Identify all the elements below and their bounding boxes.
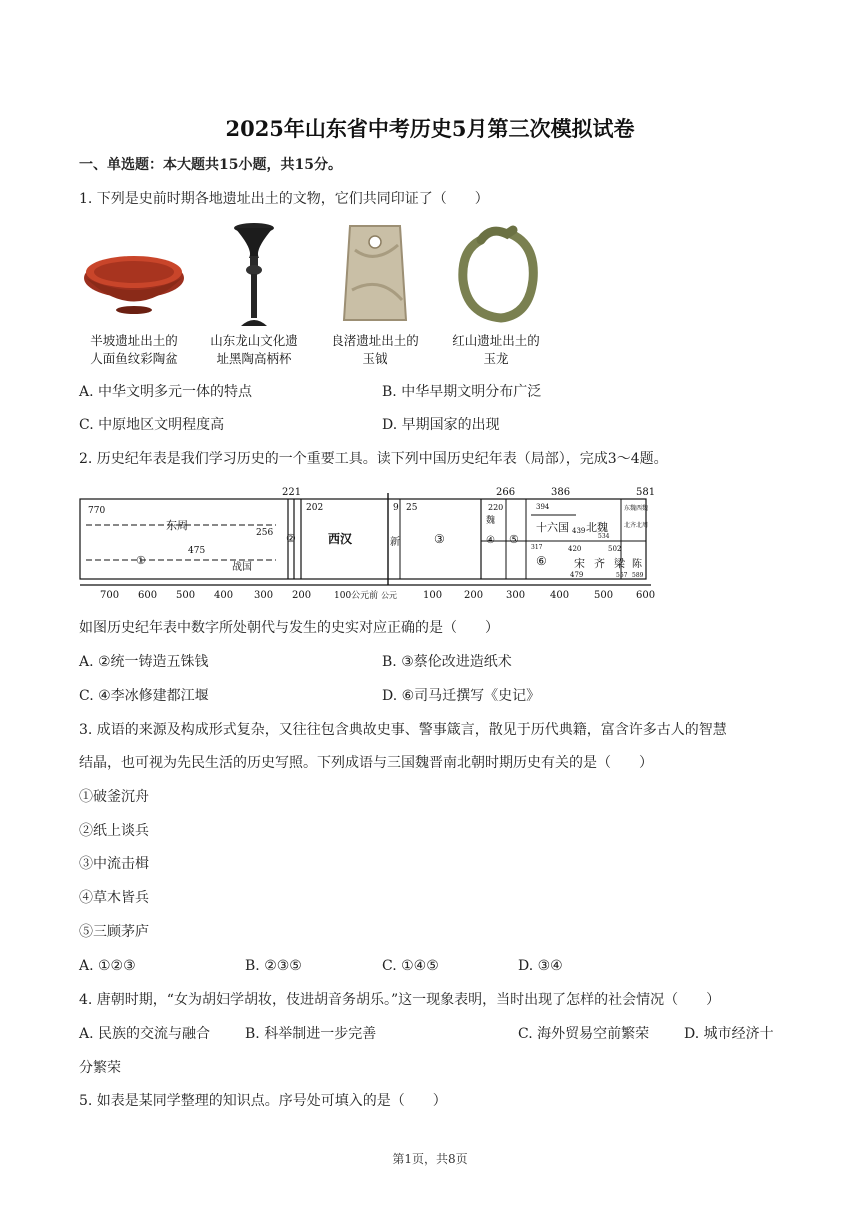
q2-option-d[interactable]: D. ⑥司马迁撰写《史记》: [382, 688, 541, 704]
timeline-axis-tick: 公元: [381, 591, 397, 600]
timeline-year: 386: [551, 487, 571, 498]
timeline-axis-tick: 300: [506, 590, 526, 601]
q1-option-c[interactable]: C. 中原地区文明程度高: [79, 417, 225, 433]
q5-stem: 5. 如表是某同学整理的知识点。序号处可填入的是（ ）: [79, 1093, 447, 1109]
q4-option-a[interactable]: A. 民族的交流与融合: [79, 1026, 211, 1042]
jade-dragon-icon: [441, 220, 551, 330]
q4-option-d-continued: 分繁荣: [79, 1060, 121, 1076]
timeline-label: 西汉: [328, 532, 353, 546]
timeline-label: 陈: [632, 559, 642, 570]
timeline-label: 北齐北周: [624, 522, 649, 529]
artifact-jade-axe: [320, 220, 430, 370]
timeline-year: 266: [496, 487, 516, 498]
timeline-axis-tick: 400: [550, 590, 570, 601]
q3-option-b[interactable]: B. ②③⑤: [245, 958, 302, 974]
timeline-label: ⑥: [536, 554, 547, 568]
timeline-label: 256: [256, 528, 274, 538]
timeline-axis-tick: 100: [423, 590, 443, 601]
q2-option-a[interactable]: A. ②统一铸造五铢钱: [79, 654, 209, 670]
timeline-axis-tick: 500: [176, 590, 196, 601]
timeline-label: 东周: [166, 519, 188, 532]
q3-option-c[interactable]: C. ①④⑤: [382, 958, 439, 974]
artifact-pottery-basin: [79, 220, 189, 370]
timeline-label: 宋: [574, 557, 585, 570]
timeline-label: 589: [632, 572, 644, 579]
q4-option-b[interactable]: B. 科举制进一步完善: [245, 1026, 377, 1042]
timeline-label: 502: [608, 545, 622, 553]
timeline-year: 25: [406, 503, 418, 513]
timeline-label: ④: [486, 535, 495, 546]
page-footer: 第1页，共8页: [392, 1152, 468, 1166]
q4-stem: 4. 唐朝时期，“女为胡妇学胡妆，伎进胡音务胡乐。”这一现象表明，当时出现了怎样的社会情况（ ）: [79, 992, 721, 1008]
q3-item: ③中流击楫: [79, 856, 149, 872]
q2-option-b[interactable]: B. ③蔡伦改进造纸术: [382, 654, 512, 670]
timeline-label: 534: [598, 533, 610, 540]
timeline-year: 220: [488, 503, 504, 512]
timeline-axis-tick: 200: [292, 590, 312, 601]
q3-option-d[interactable]: D. ③④: [518, 958, 563, 974]
q3-option-a[interactable]: A. ①②③: [79, 958, 136, 974]
timeline-label: 魏: [486, 516, 496, 526]
timeline-label: 梁: [614, 557, 625, 570]
q3-stem-line2: 结晶，也可视为先民生活的历史写照。下列成语与三国魏晋南北朝时期历史有关的是（ ）: [79, 755, 653, 771]
timeline-label: 十六国: [536, 521, 569, 534]
black-pottery-stem-cup-icon: [199, 220, 309, 330]
timeline-label: 479: [570, 571, 584, 579]
timeline-label: 557: [616, 572, 628, 579]
timeline-year: 202: [306, 503, 324, 513]
q2-stem: 2. 历史纪年表是我们学习历史的一个重要工具。读下列中国历史纪年表（局部），完成3～4题。: [79, 451, 668, 467]
timeline-axis-tick: 500: [594, 590, 614, 601]
timeline-axis-tick: 100公元前: [334, 591, 379, 601]
painted-pottery-basin-icon: [79, 220, 189, 330]
timeline-label: 东魏西魏: [624, 505, 649, 512]
timeline-axis-tick: 600: [138, 590, 158, 601]
artifact-caption: 红山遗址出土的 玉龙: [452, 333, 540, 366]
timeline-label: 北魏: [586, 521, 608, 534]
q1-artifact-images: [79, 220, 559, 370]
artifact-caption: 半坡遗址出土的 人面鱼纹彩陶盆: [90, 333, 178, 366]
timeline-label: 317: [531, 544, 543, 551]
timeline-axis-tick: 600: [636, 590, 656, 601]
history-timeline-chart: [76, 485, 666, 605]
q3-item: ①破釜沉舟: [79, 789, 149, 805]
q2-option-c[interactable]: C. ④李冰修建都江堰: [79, 688, 209, 704]
q3-item: ⑤三顾茅庐: [79, 924, 149, 940]
artifact-jade-dragon: [441, 220, 551, 370]
timeline-label: 新: [390, 537, 400, 548]
timeline-label: ③: [434, 532, 445, 546]
jade-axe-icon: [320, 220, 430, 330]
timeline-year: 9: [393, 503, 399, 513]
artifact-caption: 良渚遗址出土的 玉钺: [331, 333, 419, 366]
timeline-year: 221: [282, 487, 302, 498]
timeline-year: 439: [572, 527, 586, 535]
q1-option-b[interactable]: B. 中华早期文明分布广泛: [382, 384, 542, 400]
q3-stem-line1: 3. 成语的来源及构成形式复杂，又往往包含典故史事、警事箴言，散见于历代典籍，富含许多古人的智慧: [79, 722, 727, 738]
timeline-label: 475: [188, 546, 206, 556]
q4-option-c[interactable]: C. 海外贸易空前繁荣: [518, 1026, 650, 1042]
timeline-year: 770: [88, 506, 106, 516]
artifact-black-pottery-cup: [199, 220, 309, 370]
timeline-axis-tick: 700: [100, 590, 120, 601]
timeline-label: 战国: [232, 562, 252, 573]
timeline-label: ⑤: [509, 533, 519, 546]
timeline-year: 581: [636, 487, 656, 498]
q1-stem: 1. 下列是史前时期各地遗址出土的文物，它们共同印证了（ ）: [79, 191, 489, 207]
timeline-axis-tick: 300: [254, 590, 274, 601]
timeline-label: 420: [568, 545, 582, 553]
timeline-label: ①: [136, 554, 146, 567]
q2-subquestion: 如图历史纪年表中数字所处朝代与发生的史实对应正确的是（ ）: [79, 620, 499, 636]
section-heading: 一、单选题：本大题共15小题，共15分。: [79, 157, 342, 173]
exam-title: 2025年山东省中考历史5月第三次模拟试卷: [225, 116, 635, 141]
timeline-year: 394: [536, 503, 550, 511]
q1-option-d[interactable]: D. 早期国家的出现: [382, 417, 500, 433]
timeline-label: 齐: [594, 557, 605, 570]
timeline-label: ②: [286, 532, 296, 545]
q1-option-a[interactable]: A. 中华文明多元一体的特点: [79, 384, 253, 400]
q3-item: ④草木皆兵: [79, 890, 149, 906]
timeline-axis-tick: 400: [214, 590, 234, 601]
q4-option-d[interactable]: D. 城市经济十: [684, 1026, 774, 1042]
timeline-axis-tick: 200: [464, 590, 484, 601]
artifact-caption: 山东龙山文化遗 址黑陶高柄杯: [210, 333, 298, 366]
q3-item: ②纸上谈兵: [79, 823, 149, 839]
